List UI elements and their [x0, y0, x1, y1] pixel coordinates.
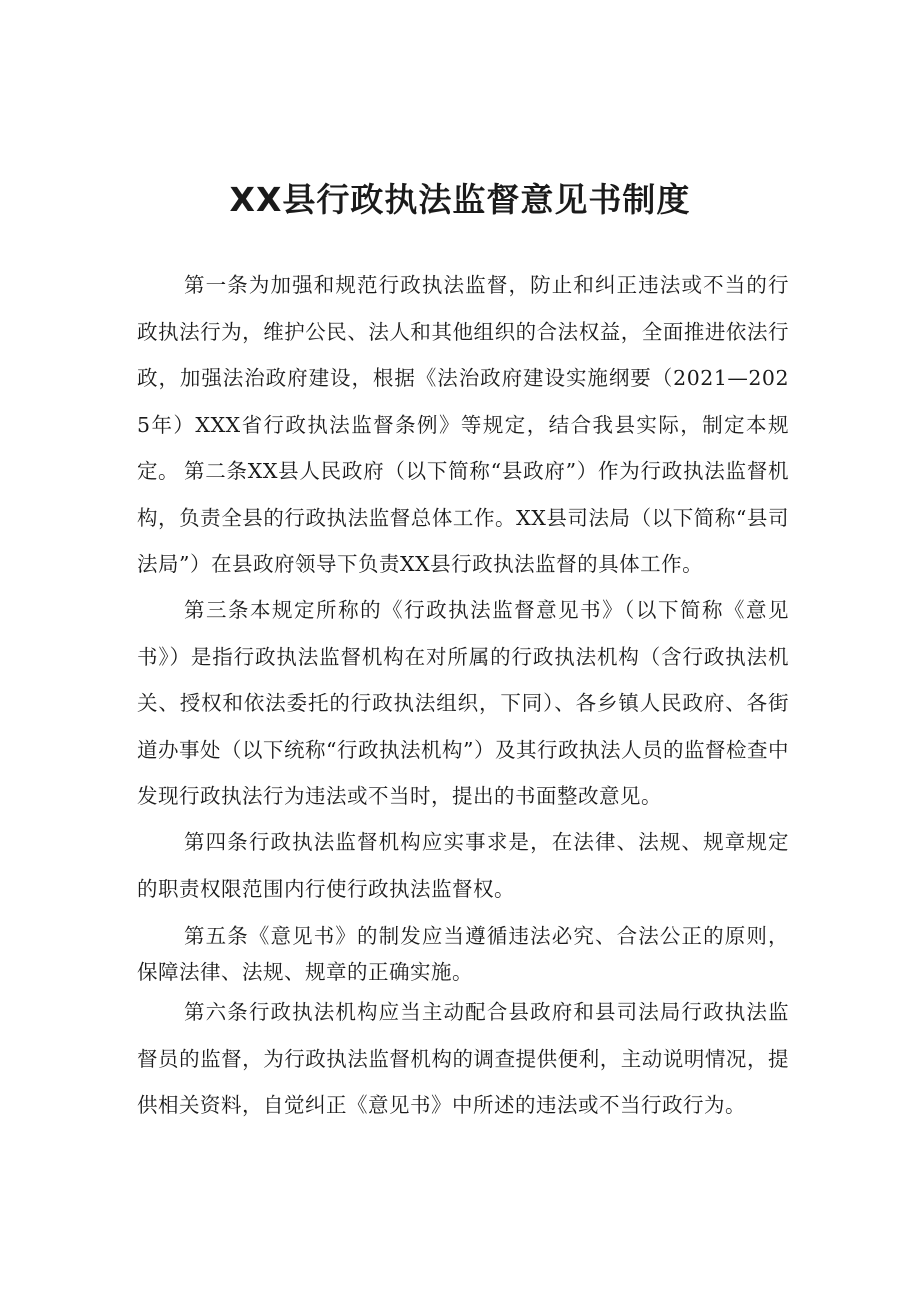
- article-4: 第四条行政执法监督机构应实事求是，在法律、法规、规章规定的职责权限范围内行使行政执法监督权。: [137, 830, 789, 901]
- article-6: 第六条行政执法机构应当主动配合县政府和县司法局行政执法监督员的监督，为行政执法监督机构的调查提供便利，主动说明情况，提供相关资料，自觉纠正《意见书》中所述的违法或不当行政行为。: [137, 1000, 789, 1117]
- article-1: 第一条为加强和规范行政执法监督，防止和纠正违法或不当的行政执法行为，维护公民、法人和其他组织的合法权益，全面推进依法行政，加强法治政府建设，根据《法治政府建设实施纲要（2021—2025年）XXX省行政执法监督条例》等规定，结合我县实际，制定本规定。: [137, 273, 789, 483]
- document-title: XX县行政执法监督意见书制度: [229, 180, 691, 219]
- article-2: 第二条XX县人民政府（以下简称“县政府”）作为行政执法监督机构，负责全县的行政执法监督总体工作。XX县司法局（以下简称“县司法局”）在县政府领导下负责XX县行政执法监督的具体工作。: [137, 459, 789, 576]
- article-5: 第五条《意见书》的制发应当遵循违法必究、合法公正的原则，保障法律、法规、规章的正确实施。: [137, 924, 789, 984]
- article-3: 第三条本规定所称的《行政执法监督意见书》（以下简称《意见书》）是指行政执法监督机构在对所属的行政执法机构（含行政执法机关、授权和依法委托的行政执法组织，下同）、各乡镇人民政府、各街道办事处（以下统称“行政执法机构”）及其行政执法人员的监督检查中发现行政执法行为违法或不当时，提出的书面整改意见。: [137, 598, 789, 808]
